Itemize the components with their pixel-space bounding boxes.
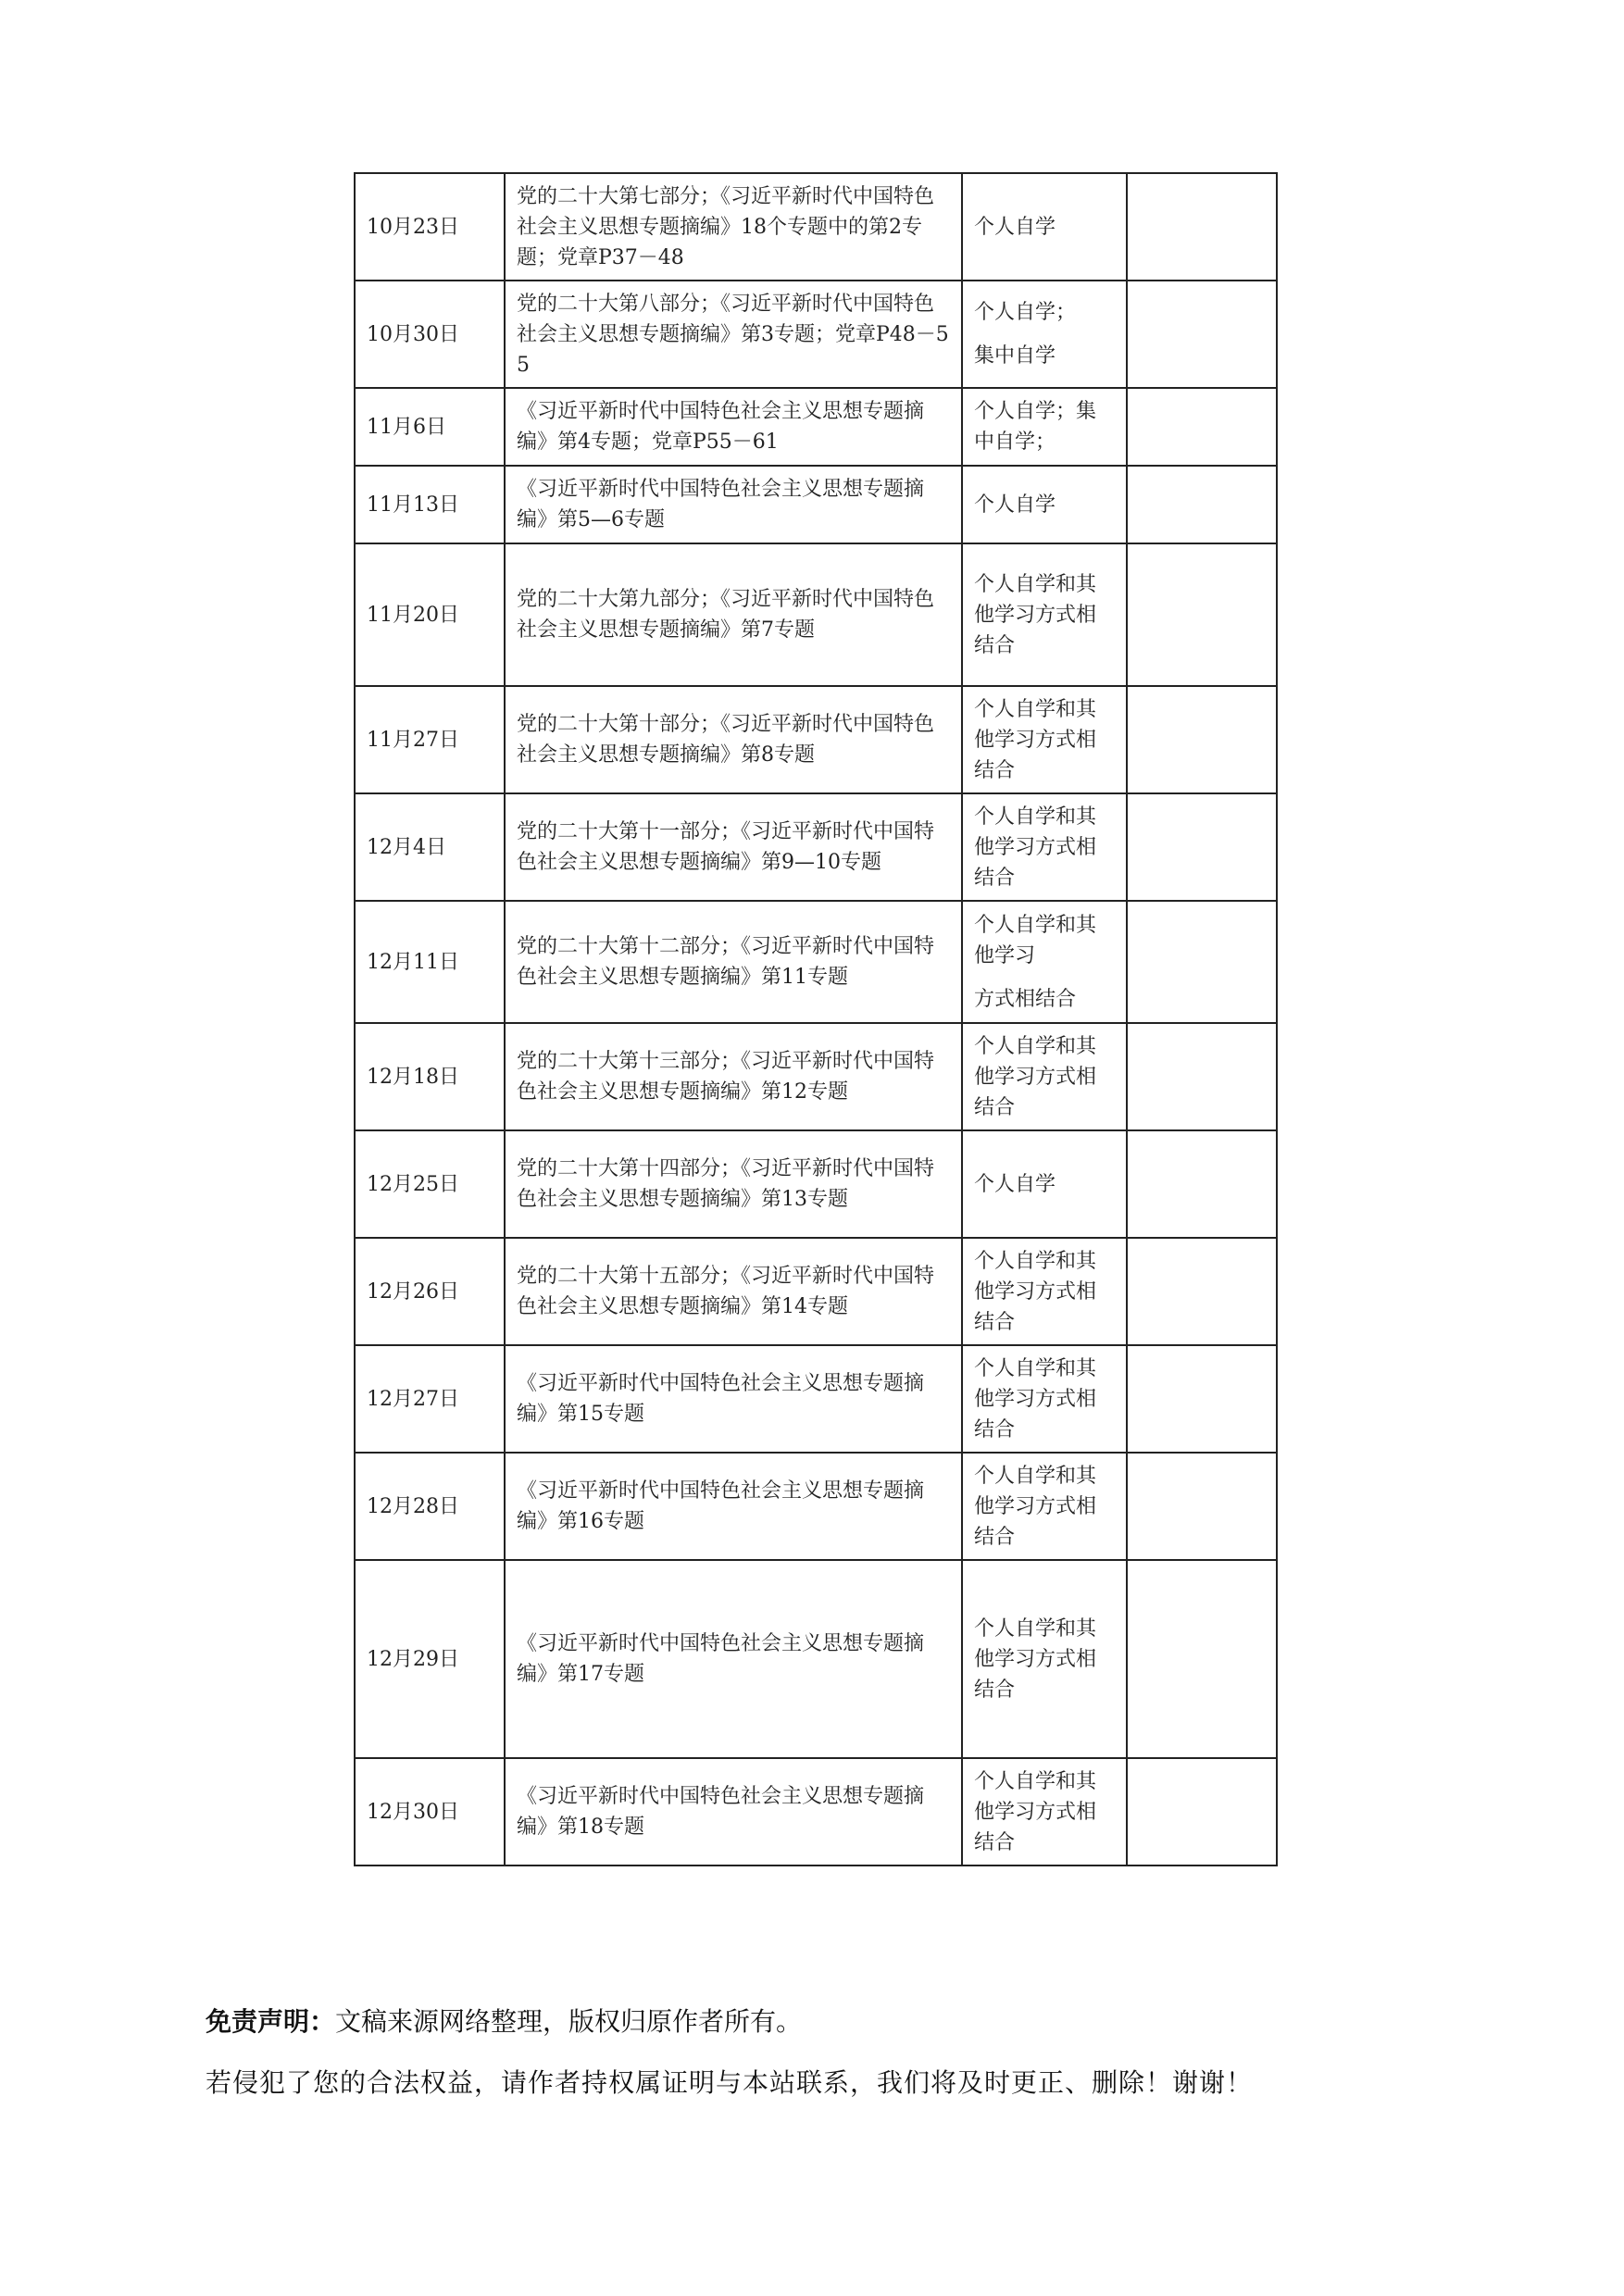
date-cell: 12月4日 [355,793,505,901]
note-cell [1127,686,1277,793]
note-cell [1127,281,1277,388]
date-cell: 10月30日 [355,281,505,388]
content-cell: 党的二十大第八部分；《习近平新时代中国特色社会主义思想专题摘编》第3专题；党章P48－55 [505,281,962,388]
mode-cell: 个人自学和其他学习方式相结合 [962,1758,1127,1866]
study-schedule-table [354,172,1278,1866]
table-row [355,793,1277,901]
mode-cell: 个人自学 [962,173,1127,281]
mode-line: 个人自学； [974,301,1077,324]
table-row [355,1560,1277,1758]
mode-line: 集中自学 [974,344,1056,368]
table-row [355,1238,1277,1345]
date-cell: 12月27日 [355,1345,505,1453]
date-cell: 12月18日 [355,1023,505,1130]
mode-line: 个人自学和其他学习 [974,913,1097,967]
content-cell: 党的二十大第十一部分；《习近平新时代中国特色社会主义思想专题摘编》第9—10专题 [505,793,962,901]
mode-cell: 个人自学和其他学习方式相结合 [962,543,1127,686]
disclaimer [206,2002,802,2039]
content-cell: 党的二十大第十二部分；《习近平新时代中国特色社会主义思想专题摘编》第11专题 [505,901,962,1023]
note-cell [1127,1560,1277,1758]
note-cell [1127,1238,1277,1345]
note-cell [1127,466,1277,543]
table-row [355,173,1277,281]
date-cell: 11月6日 [355,388,505,466]
content-cell: 《习近平新时代中国特色社会主义思想专题摘编》第16专题 [505,1453,962,1560]
mode-cell: 个人自学和其他学习方式相结合 [962,1560,1127,1758]
table-row [355,466,1277,543]
date-cell: 12月28日 [355,1453,505,1560]
date-cell: 12月30日 [355,1758,505,1866]
copyright-notice: 若侵犯了您的合法权益，请作者持权属证明与本站联系，我们将及时更正、删除！谢谢！ [206,2067,1254,2098]
content-cell: 党的二十大第十四部分；《习近平新时代中国特色社会主义思想专题摘编》第13专题 [505,1130,962,1238]
date-cell: 12月11日 [355,901,505,1023]
mode-cell: 个人自学；集中自学； [962,388,1127,466]
mode-cell [962,281,1127,388]
date-cell: 12月26日 [355,1238,505,1345]
note-cell [1127,1758,1277,1866]
content-cell: 《习近平新时代中国特色社会主义思想专题摘编》第15专题 [505,1345,962,1453]
content-cell: 党的二十大第十三部分；《习近平新时代中国特色社会主义思想专题摘编》第12专题 [505,1023,962,1130]
content-cell: 《习近平新时代中国特色社会主义思想专题摘编》第18专题 [505,1758,962,1866]
date-cell: 10月23日 [355,173,505,281]
note-cell [1127,1345,1277,1453]
mode-cell: 个人自学和其他学习方式相结合 [962,793,1127,901]
mode-cell: 个人自学和其他学习方式相结合 [962,1023,1127,1130]
date-cell: 12月25日 [355,1130,505,1238]
mode-cell: 个人自学和其他学习方式相结合 [962,1238,1127,1345]
table-row [355,1453,1277,1560]
note-cell [1127,173,1277,281]
mode-line: 方式相结合 [974,987,1077,1011]
note-cell [1127,1023,1277,1130]
table-row [355,901,1277,1023]
content-cell: 《习近平新时代中国特色社会主义思想专题摘编》第5—6专题 [505,466,962,543]
date-cell: 11月27日 [355,686,505,793]
mode-cell: 个人自学 [962,1130,1127,1238]
content-cell: 《习近平新时代中国特色社会主义思想专题摘编》第4专题；党章P55－61 [505,388,962,466]
mode-cell: 个人自学和其他学习方式相结合 [962,1345,1127,1453]
note-cell [1127,543,1277,686]
table-row [355,1130,1277,1238]
mode-cell: 个人自学和其他学习方式相结合 [962,686,1127,793]
date-cell: 12月29日 [355,1560,505,1758]
content-cell: 党的二十大第十五部分；《习近平新时代中国特色社会主义思想专题摘编》第14专题 [505,1238,962,1345]
mode-cell: 个人自学和其他学习方式相结合 [962,1453,1127,1560]
table-row [355,1345,1277,1453]
mode-cell [962,901,1127,1023]
note-cell [1127,388,1277,466]
table-row [355,388,1277,466]
content-cell: 党的二十大第七部分；《习近平新时代中国特色社会主义思想专题摘编》18个专题中的第2专题；党章P37－48 [505,173,962,281]
note-cell [1127,1130,1277,1238]
content-cell: 党的二十大第十部分；《习近平新时代中国特色社会主义思想专题摘编》第8专题 [505,686,962,793]
content-cell: 《习近平新时代中国特色社会主义思想专题摘编》第17专题 [505,1560,962,1758]
table-row [355,1023,1277,1130]
disclaimer-label: 免责声明： [206,2006,336,2037]
table-row [355,543,1277,686]
table-row [355,686,1277,793]
mode-cell: 个人自学 [962,466,1127,543]
date-cell: 11月20日 [355,543,505,686]
table-row [355,1758,1277,1866]
note-cell [1127,793,1277,901]
content-cell: 党的二十大第九部分；《习近平新时代中国特色社会主义思想专题摘编》第7专题 [505,543,962,686]
disclaimer-text: 文稿来源网络整理，版权归原作者所有。 [335,2006,803,2037]
date-cell: 11月13日 [355,466,505,543]
note-cell [1127,1453,1277,1560]
note-cell [1127,901,1277,1023]
table-row [355,281,1277,388]
